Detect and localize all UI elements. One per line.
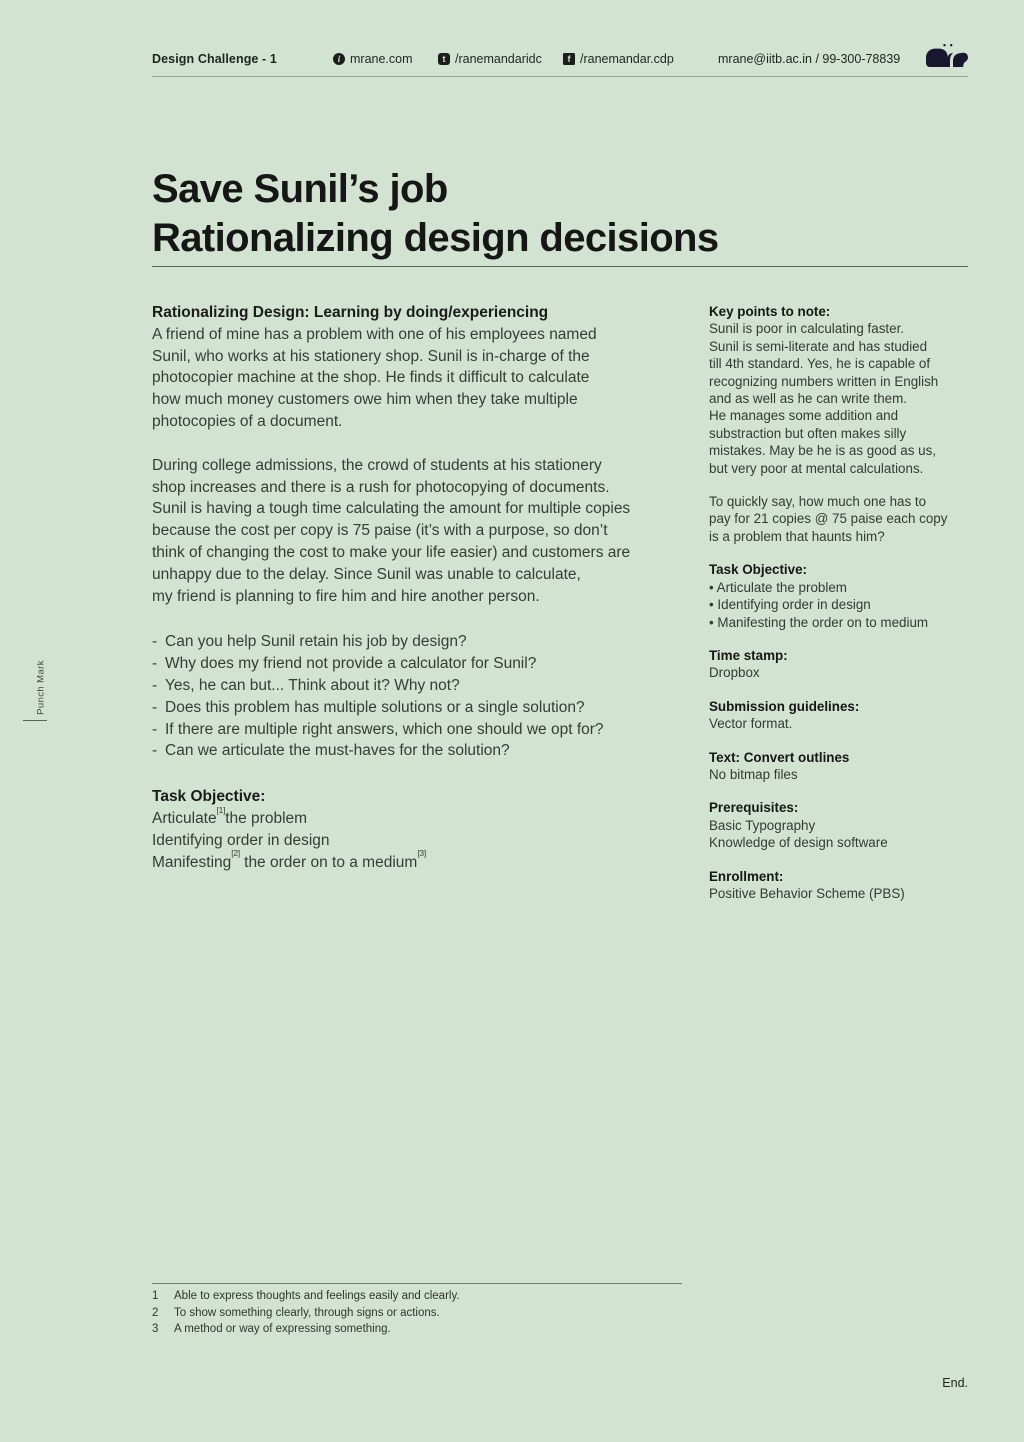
sidebar-line: and as well as he can write them.	[709, 391, 907, 407]
sidebar-line: Vector format.	[709, 716, 793, 732]
sidebar-section-heading: Time stamp:	[709, 647, 788, 663]
sidebar-section-heading: Text: Convert outlines	[709, 749, 850, 765]
dash-bullet: -	[152, 698, 158, 716]
sidebar-section	[709, 647, 971, 682]
question-text: Can you help Sunil retain his job by design?	[165, 633, 467, 651]
footnote-item	[152, 1321, 460, 1338]
task-objective-heading: Task Objective:	[152, 788, 266, 806]
paragraph-line: photocopies of a document.	[152, 412, 343, 430]
dash-bullet: -	[152, 633, 158, 651]
header-link-tumblr[interactable]	[438, 52, 542, 66]
sidebar-line: No bitmap files	[709, 766, 798, 782]
footnote-item	[152, 1305, 460, 1322]
sidebar-section-heading: Submission guidelines:	[709, 698, 860, 714]
header-link-label: mrane.com	[350, 52, 413, 66]
task-objective-list	[152, 804, 704, 873]
header-link-label: /ranemandar.cdp	[580, 52, 674, 66]
paragraph-line: my friend is planning to fire him and hire another person.	[152, 587, 540, 605]
question-item	[152, 653, 704, 675]
question-item	[152, 697, 704, 719]
question-text: If there are multiple right answers, which one should we opt for?	[165, 720, 604, 738]
footnote-ref: [2]	[231, 848, 240, 859]
facebook-icon: f	[563, 53, 575, 65]
sidebar-section	[709, 493, 971, 545]
sidebar-line: recognizing numbers written in English	[709, 373, 939, 389]
question-text: Can we articulate the must-haves for the solution?	[165, 742, 510, 760]
sidebar-section	[709, 698, 971, 733]
sidebar-section-heading: Enrollment:	[709, 868, 784, 884]
sidebar-line: • Articulate the problem	[709, 579, 847, 595]
task-text: the order on to a medium	[239, 853, 418, 871]
info-icon: i	[333, 53, 345, 65]
task-objective-line	[152, 848, 704, 874]
task-text: Identifying order in design	[152, 831, 330, 849]
page-title	[152, 165, 719, 263]
task-text: Articulate	[152, 809, 217, 827]
question-list	[152, 631, 704, 762]
paragraph-line: During college admissions, the crowd of students at his stationery	[152, 456, 602, 474]
footnote-divider	[152, 1283, 682, 1284]
footnote-text: A method or way of expressing something.	[174, 1323, 391, 1335]
dash-bullet: -	[152, 676, 158, 694]
sidebar-line: pay for 21 copies @ 75 paise each copy	[709, 511, 948, 527]
sidebar-column	[709, 303, 971, 918]
question-text: Does this problem has multiple solutions or a single solution?	[165, 698, 585, 716]
question-item	[152, 719, 704, 741]
footnote-item	[152, 1288, 460, 1305]
punch-mark-label: Punch Mark	[35, 660, 47, 715]
page-title-line2: Rationalizing design decisions	[152, 216, 719, 260]
intro-paragraph	[152, 324, 704, 433]
header-contact: mrane@iitb.ac.in / 99-300-78839	[718, 52, 901, 66]
question-text: Why does my friend not provide a calculator for Sunil?	[165, 655, 537, 673]
footnote-ref: [3]	[417, 848, 426, 859]
sidebar-line: He manages some addition and	[709, 408, 899, 424]
task-text: Manifesting	[152, 853, 232, 871]
footnote-number: 2	[152, 1306, 159, 1319]
sidebar-line: till 4th standard. Yes, he is capable of	[709, 356, 931, 372]
footnote-text: To show something clearly, through signs or actions.	[174, 1306, 440, 1319]
footnote-list	[152, 1288, 460, 1338]
dash-bullet: -	[152, 655, 158, 673]
sidebar-line: Knowledge of design software	[709, 835, 888, 851]
paragraph-line: unhappy due to the delay. Since Sunil was unable to calculate,	[152, 565, 581, 583]
sidebar-line: Sunil is poor in calculating faster.	[709, 321, 905, 337]
sidebar-line: • Manifesting the order on to medium	[709, 614, 929, 630]
sidebar-line: Dropbox	[709, 665, 760, 681]
sidebar-line: but very poor at mental calculations.	[709, 460, 924, 476]
task-objective-line	[152, 804, 704, 830]
header	[152, 52, 968, 72]
paragraph-line: photocopier machine at the shop. He finds it difficult to calculate	[152, 369, 590, 387]
sidebar-line: Sunil is semi-literate and has studied	[709, 338, 928, 354]
sidebar-section	[709, 561, 971, 631]
whale-logo-icon	[926, 42, 968, 68]
punch-mark-line	[23, 720, 47, 721]
dash-bullet: -	[152, 742, 158, 760]
paragraph-line: shop increases and there is a rush for photocopying of documents.	[152, 478, 610, 496]
sidebar-line: Positive Behavior Scheme (PBS)	[709, 885, 905, 901]
title-divider	[152, 266, 968, 267]
sidebar-section	[709, 868, 971, 903]
footnote-ref: [1]	[216, 804, 226, 815]
paragraph-line: how much money customers owe him when they take multiple	[152, 391, 578, 409]
context-paragraph	[152, 455, 704, 608]
question-text: Yes, he can but... Think about it? Why not?	[165, 676, 460, 694]
tumblr-icon: t	[438, 53, 450, 65]
paragraph-line: A friend of mine has a problem with one of his employees named	[152, 325, 597, 343]
dash-bullet: -	[152, 720, 158, 738]
task-text: the problem	[225, 809, 308, 827]
sidebar-line: substraction but often makes silly	[709, 425, 907, 441]
sidebar-section	[709, 303, 971, 477]
paragraph-line: because the cost per copy is 75 paise (it’s with a purpose, so don’t	[152, 522, 608, 540]
page-title-line1: Save Sunil’s job	[152, 167, 448, 211]
footnote-text: Able to express thoughts and feelings easily and clearly.	[174, 1290, 460, 1302]
header-link-website[interactable]	[333, 52, 413, 66]
header-link-label: /ranemandaridc	[455, 52, 542, 66]
intro-heading: Rationalizing Design: Learning by doing/experiencing	[152, 304, 549, 321]
header-divider	[152, 76, 968, 77]
sidebar-section	[709, 799, 971, 851]
sidebar-section-heading: Prerequisites:	[709, 800, 799, 816]
end-label: End.	[942, 1376, 968, 1390]
header-title: Design Challenge - 1	[152, 52, 277, 66]
sidebar-section-heading: Task Objective:	[709, 562, 807, 578]
question-item	[152, 675, 704, 697]
sidebar-line: is a problem that haunts him?	[709, 528, 885, 544]
header-link-facebook[interactable]	[563, 52, 674, 66]
sidebar-line: • Identifying order in design	[709, 597, 871, 613]
sidebar-line: mistakes. May be he is as good as us,	[709, 443, 937, 459]
sidebar-section	[709, 749, 971, 784]
paragraph-line: Sunil is having a tough time calculating the amount for multiple copies	[152, 500, 631, 518]
paragraph-line: Sunil, who works at his stationery shop. Sunil is in-charge of the	[152, 347, 590, 365]
footnote-number: 3	[152, 1323, 159, 1335]
sidebar-line: Basic Typography	[709, 817, 816, 833]
sidebar-line: To quickly say, how much one has to	[709, 494, 927, 510]
question-item	[152, 631, 704, 653]
question-item	[152, 740, 704, 762]
sidebar-section-heading: Key points to note:	[709, 304, 831, 319]
main-column	[152, 302, 704, 873]
footnote-number: 1	[152, 1290, 159, 1302]
paragraph-line: think of changing the cost to make your life easier) and customers are	[152, 543, 631, 561]
